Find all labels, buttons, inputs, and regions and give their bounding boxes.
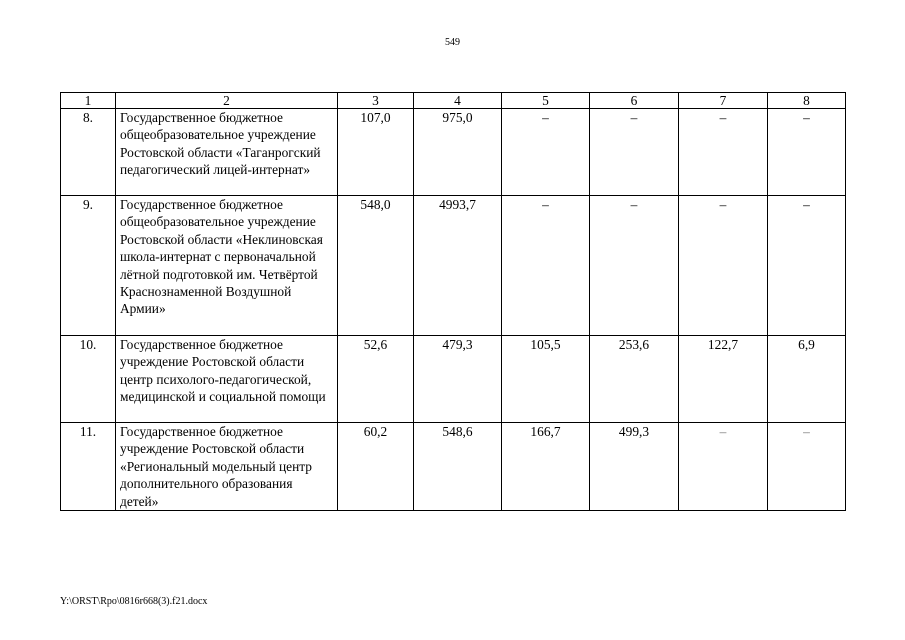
value-cell: – <box>768 423 846 511</box>
table-row <box>61 109 846 196</box>
value-cell: – <box>768 109 846 196</box>
data-table <box>60 92 846 511</box>
institution-name: Государственное бюджетное общеобразовательное учреждение Ростовской области «Таганрогский педагогический лицей-интернат» <box>116 109 338 196</box>
value-cell: – <box>590 109 679 196</box>
value-cell: 52,6 <box>338 336 414 423</box>
page-number: 549 <box>445 37 460 48</box>
header-row <box>61 93 846 109</box>
value-cell: – <box>679 196 768 336</box>
value-cell: 253,6 <box>590 336 679 423</box>
value-cell: – <box>679 109 768 196</box>
value-cell: 4993,7 <box>414 196 502 336</box>
value-cell: 548,6 <box>414 423 502 511</box>
institution-name: Государственное бюджетное общеобразовательное учреждение Ростовской области «Неклиновская школа-интернат с первоначальной лётной подготовкой им. Четвёртой Краснознаменной Воздушной Армии» <box>116 196 338 336</box>
value-cell: – <box>502 109 590 196</box>
table-row <box>61 196 846 336</box>
column-header: 8 <box>768 93 846 109</box>
table-row <box>61 423 846 511</box>
column-header: 5 <box>502 93 590 109</box>
institution-name: Государственное бюджетное учреждение Ростовской области «Региональный модельный центр дополнительного образования детей» <box>116 423 338 511</box>
value-cell: 975,0 <box>414 109 502 196</box>
value-cell: – <box>768 196 846 336</box>
row-number: 11. <box>61 423 116 511</box>
value-cell: 479,3 <box>414 336 502 423</box>
value-cell: 6,9 <box>768 336 846 423</box>
column-header: 1 <box>61 93 116 109</box>
value-cell: 105,5 <box>502 336 590 423</box>
value-cell: – <box>590 196 679 336</box>
value-cell: 122,7 <box>679 336 768 423</box>
row-number: 10. <box>61 336 116 423</box>
table-row <box>61 336 846 423</box>
row-number: 8. <box>61 109 116 196</box>
value-cell: 548,0 <box>338 196 414 336</box>
value-cell: 499,3 <box>590 423 679 511</box>
institution-name: Государственное бюджетное учреждение Ростовской области центр психолого-педагогической, медицинской и социальной помощи <box>116 336 338 423</box>
column-header: 3 <box>338 93 414 109</box>
column-header: 4 <box>414 93 502 109</box>
value-cell: 166,7 <box>502 423 590 511</box>
column-header: 7 <box>679 93 768 109</box>
value-cell: – <box>502 196 590 336</box>
column-header: 6 <box>590 93 679 109</box>
file-path-footer: Y:\ORST\Rpo\0816r668(3).f21.docx <box>60 596 208 607</box>
value-cell: – <box>679 423 768 511</box>
column-header: 2 <box>116 93 338 109</box>
value-cell: 60,2 <box>338 423 414 511</box>
row-number: 9. <box>61 196 116 336</box>
value-cell: 107,0 <box>338 109 414 196</box>
